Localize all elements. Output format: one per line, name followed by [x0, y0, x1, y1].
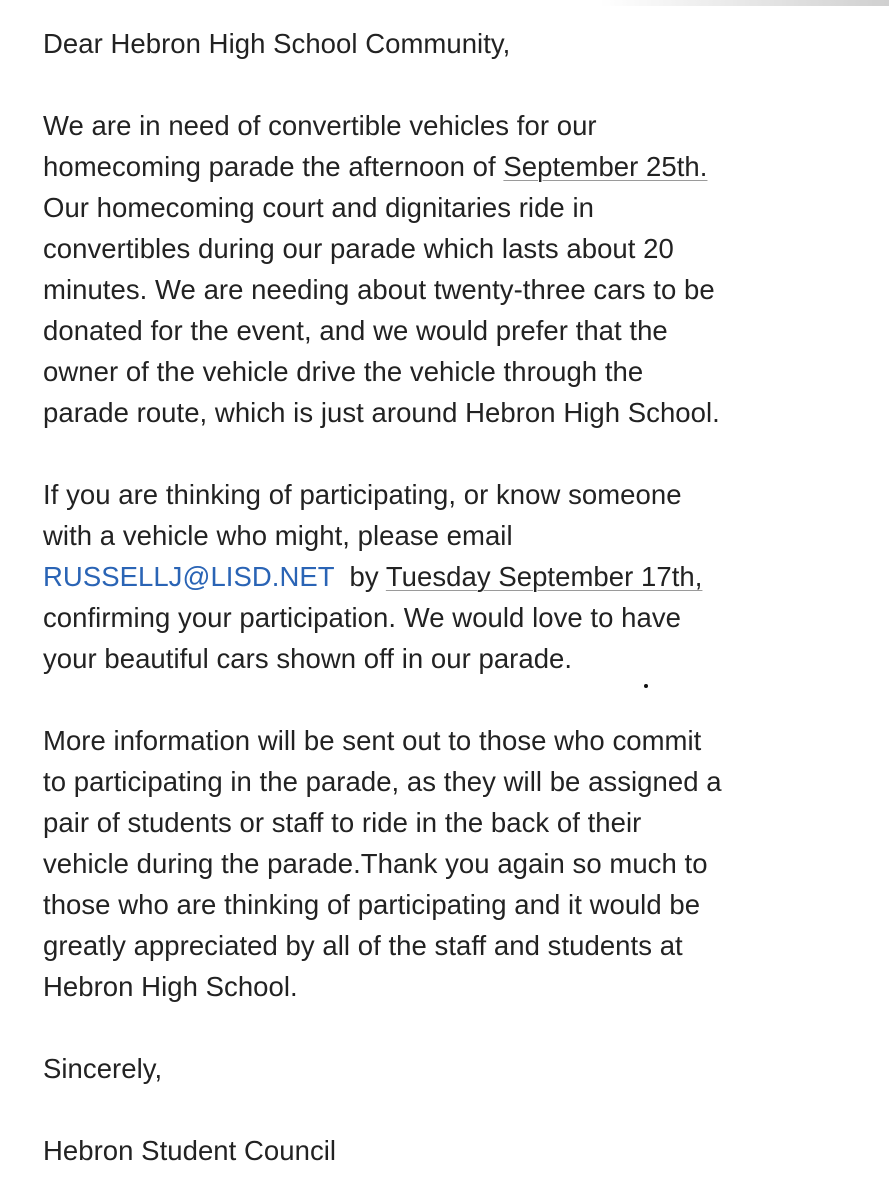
deadline-date-link[interactable]: Tuesday September 17th, — [385, 561, 703, 592]
paragraph-line: convertibles during our parade which lasts about 20 — [43, 233, 674, 264]
paragraph-line: parade route, which is just around Hebron High School. — [43, 397, 720, 428]
paragraph-line: pair of students or staff to ride in the back of their — [43, 807, 642, 838]
paragraph-line: your beautiful cars shown off in our parade. — [43, 643, 573, 674]
paragraph-line: If you are thinking of participating, or know someone — [43, 479, 682, 510]
stray-dot-mark — [644, 684, 648, 688]
paragraph-line: Our homecoming court and dignitaries ride in — [43, 192, 594, 223]
greeting: Dear Hebron High School Community, — [43, 28, 511, 59]
parade-date-link[interactable]: September 25th. — [503, 151, 708, 182]
paragraph-line: vehicle during the parade.Thank you again so much to — [43, 848, 708, 879]
paragraph-contact — [43, 474, 873, 679]
paragraph-line — [43, 146, 873, 187]
paragraph-line — [43, 556, 873, 597]
paragraph-line: More information will be sent out to those who commit — [43, 725, 702, 756]
text-span: homecoming parade the afternoon of — [43, 151, 504, 182]
paragraph-request — [43, 105, 873, 433]
closing: Sincerely, — [43, 1053, 163, 1084]
letter-body — [43, 23, 873, 1171]
signature: Hebron Student Council — [43, 1135, 337, 1166]
paragraph-line: confirming your participation. We would love to have — [43, 602, 681, 633]
paragraph-line: with a vehicle who might, please email — [43, 520, 513, 551]
paragraph-line: donated for the event, and we would prefer that the — [43, 315, 668, 346]
paragraph-line: those who are thinking of participating and it would be — [43, 889, 701, 920]
paragraph-line: greatly appreciated by all of the staff and students at — [43, 930, 683, 961]
paragraph-line: owner of the vehicle drive the vehicle through the — [43, 356, 644, 387]
email-link[interactable]: RUSSELLJ@LISD.NET — [43, 561, 335, 592]
paragraph-line: We are in need of convertible vehicles for our — [43, 110, 597, 141]
paragraph-line: to participating in the parade, as they will be assigned a — [43, 766, 722, 797]
top-edge-shadow — [600, 0, 889, 6]
paragraph-line: minutes. We are needing about twenty-three cars to be — [43, 274, 715, 305]
text-span: by — [334, 561, 386, 592]
paragraph-line: Hebron High School. — [43, 971, 298, 1002]
paragraph-info — [43, 720, 873, 1007]
